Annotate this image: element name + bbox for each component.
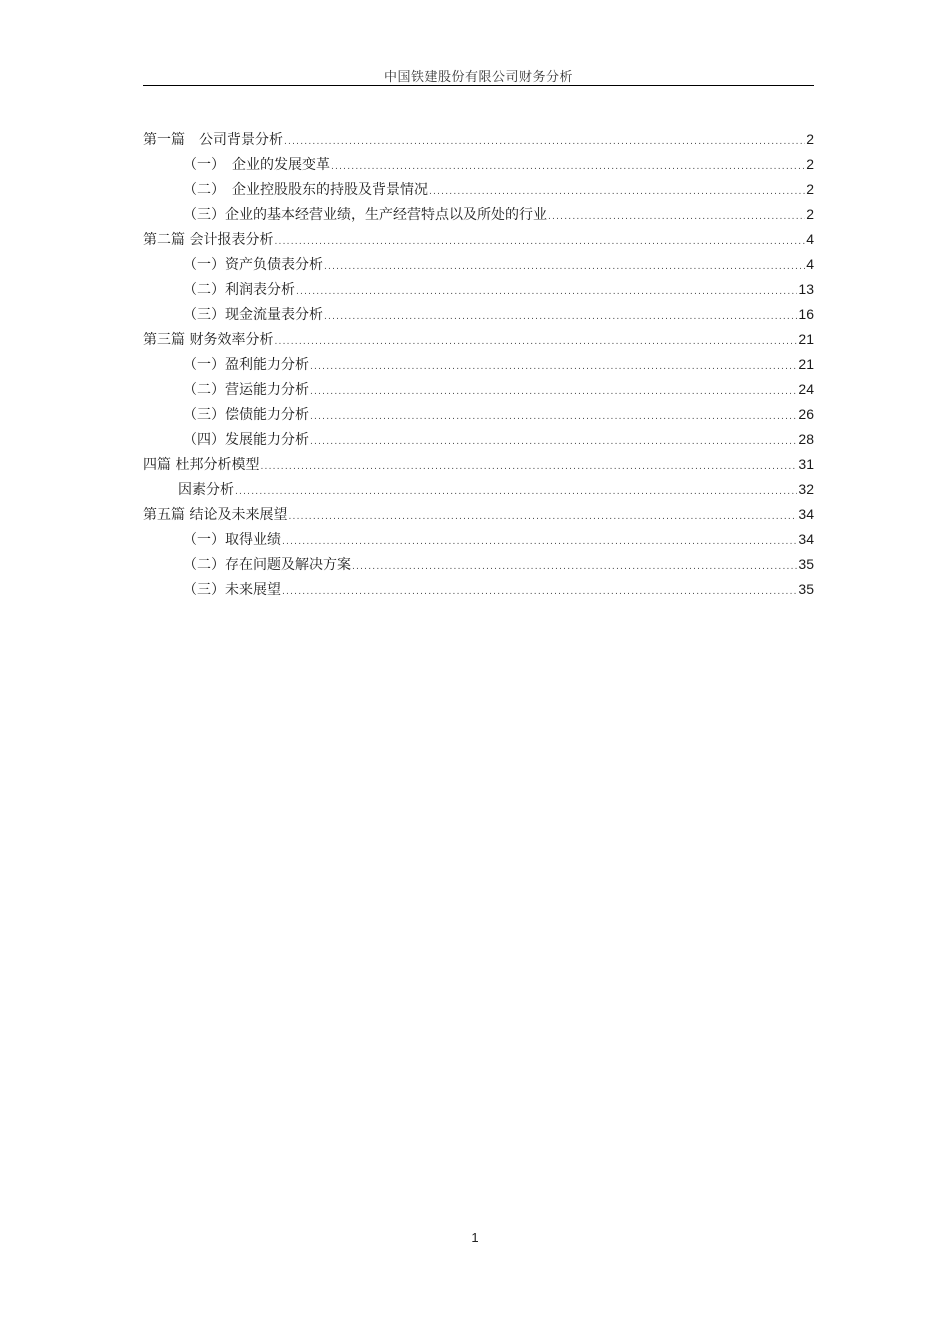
toc-entry[interactable] — [143, 452, 814, 477]
toc-entry-page: 2 — [806, 181, 814, 197]
toc-entry-page: 34 — [798, 531, 814, 547]
toc-entry-page: 34 — [798, 506, 814, 522]
toc-entry-label: （三）偿债能力分析 — [183, 407, 309, 423]
toc-entry-page: 21 — [798, 331, 814, 347]
table-of-contents — [143, 127, 814, 602]
toc-dot-leader — [274, 230, 805, 255]
toc-entry[interactable] — [143, 202, 814, 227]
toc-dot-leader — [310, 380, 797, 405]
page-number: 1 — [471, 1230, 479, 1245]
toc-entry-label: （二） 企业控股股东的持股及背景情况 — [183, 182, 428, 198]
toc-entry[interactable] — [143, 427, 814, 452]
toc-entry[interactable] — [143, 152, 814, 177]
toc-dot-leader — [235, 480, 797, 505]
toc-dot-leader — [310, 430, 797, 455]
header-divider — [143, 85, 814, 86]
toc-entry-label: （三）现金流量表分析 — [183, 307, 323, 323]
toc-entry[interactable] — [143, 327, 814, 352]
toc-entry-label: 四篇 杜邦分析模型 — [143, 457, 260, 473]
toc-entry[interactable] — [143, 177, 814, 202]
toc-dot-leader — [310, 405, 797, 430]
toc-entry-label: （一） 企业的发展变革 — [183, 157, 330, 173]
toc-entry[interactable] — [143, 302, 814, 327]
toc-entry[interactable] — [143, 277, 814, 302]
toc-dot-leader — [324, 305, 797, 330]
toc-entry-label: 第一篇 公司背景分析 — [143, 132, 283, 148]
toc-entry[interactable] — [143, 477, 814, 502]
toc-entry-page: 2 — [806, 131, 814, 147]
toc-entry[interactable] — [143, 402, 814, 427]
toc-entry-page: 4 — [806, 256, 814, 272]
toc-entry-page: 35 — [798, 581, 814, 597]
toc-entry-label: （一）资产负债表分析 — [183, 257, 323, 273]
toc-entry-label: （三）未来展望 — [183, 582, 281, 598]
toc-entry-label: 因素分析 — [178, 482, 234, 498]
toc-entry-page: 28 — [798, 431, 814, 447]
toc-dot-leader — [352, 555, 797, 580]
toc-entry-page: 21 — [798, 356, 814, 372]
page-header-title: 中国铁建股份有限公司财务分析 — [383, 70, 573, 85]
toc-entry[interactable] — [143, 502, 814, 527]
toc-entry-label: （一）取得业绩 — [183, 532, 281, 548]
toc-entry-page: 32 — [798, 481, 814, 497]
toc-dot-leader — [274, 330, 797, 355]
toc-entry[interactable] — [143, 252, 814, 277]
toc-dot-leader — [284, 130, 805, 155]
toc-entry-page: 2 — [806, 156, 814, 172]
toc-entry-label: （四）发展能力分析 — [183, 432, 309, 448]
toc-entry[interactable] — [143, 552, 814, 577]
toc-entry[interactable] — [143, 577, 814, 602]
toc-entry-label: 第三篇 财务效率分析 — [143, 332, 274, 348]
toc-entry-label: （一）盈利能力分析 — [183, 357, 309, 373]
toc-entry-page: 35 — [798, 556, 814, 572]
toc-entry-page: 24 — [798, 381, 814, 397]
toc-dot-leader — [429, 180, 805, 205]
toc-dot-leader — [282, 530, 797, 555]
toc-dot-leader — [260, 455, 797, 480]
toc-entry-page: 13 — [798, 281, 814, 297]
toc-dot-leader — [296, 280, 797, 305]
toc-entry-label: （三）企业的基本经营业绩，生产经营特点以及所处的行业 — [183, 207, 547, 223]
toc-entry-page: 4 — [806, 231, 814, 247]
toc-entry[interactable] — [143, 352, 814, 377]
toc-entry-page: 26 — [798, 406, 814, 422]
toc-entry-page: 16 — [798, 306, 814, 322]
toc-entry-label: （二）存在问题及解决方案 — [183, 557, 351, 573]
toc-entry-page: 31 — [798, 456, 814, 472]
toc-entry[interactable] — [143, 127, 814, 152]
toc-entry-label: （二）利润表分析 — [183, 282, 295, 298]
toc-dot-leader — [548, 205, 805, 230]
toc-dot-leader — [310, 355, 797, 380]
toc-entry-page: 2 — [806, 206, 814, 222]
toc-entry[interactable] — [143, 377, 814, 402]
toc-dot-leader — [288, 505, 797, 530]
toc-entry-label: 第五篇 结论及未来展望 — [143, 507, 288, 523]
toc-entry-label: （二）营运能力分析 — [183, 382, 309, 398]
toc-entry[interactable] — [143, 227, 814, 252]
toc-dot-leader — [282, 580, 797, 605]
toc-dot-leader — [331, 155, 805, 180]
toc-entry[interactable] — [143, 527, 814, 552]
toc-entry-label: 第二篇 会计报表分析 — [143, 232, 274, 248]
toc-dot-leader — [324, 255, 805, 280]
